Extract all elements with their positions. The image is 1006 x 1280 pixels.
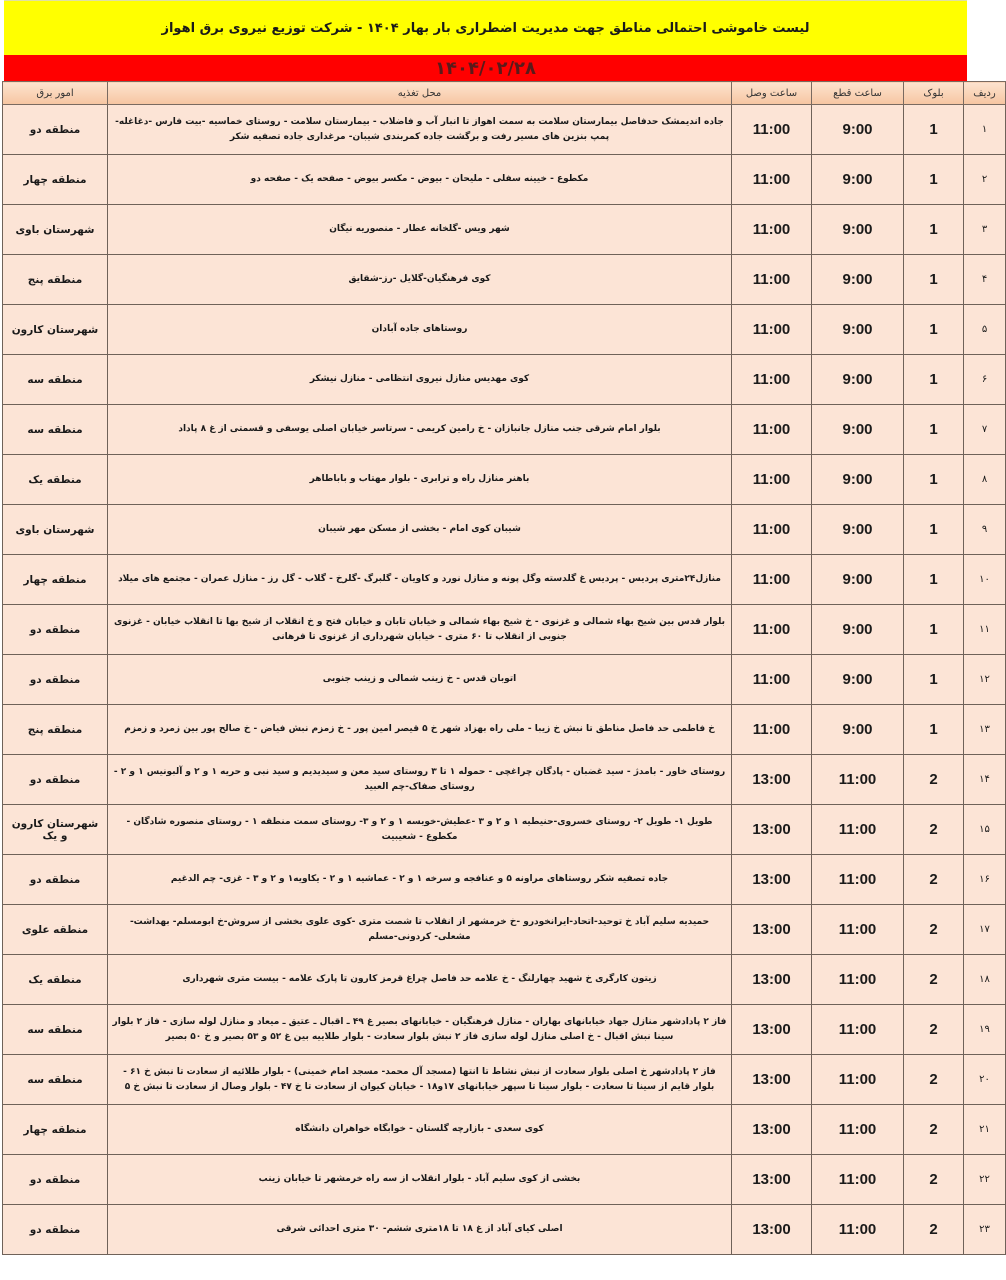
row-cut-time: 11:00 [812, 1105, 904, 1155]
row-connect-time: 13:00 [732, 805, 812, 855]
row-block: 1 [904, 705, 964, 755]
row-location: شهر ویس -گلخانه عطار - منصوریه نیگان [108, 205, 732, 255]
row-connect-time: 11:00 [732, 255, 812, 305]
row-block: 1 [904, 255, 964, 305]
row-index: ۲۱ [964, 1105, 1006, 1155]
table-row [3, 805, 1006, 855]
row-cut-time: 9:00 [812, 705, 904, 755]
row-department: منطقه چهار [3, 155, 108, 205]
row-block: 1 [904, 505, 964, 555]
table-row [3, 705, 1006, 755]
row-connect-time: 13:00 [732, 1105, 812, 1155]
row-location: باهنر منازل راه و ترابری - بلوار مهتاب و باباطاهر [108, 455, 732, 505]
table-row [3, 855, 1006, 905]
row-cut-time: 9:00 [812, 505, 904, 555]
row-department: منطقه دو [3, 605, 108, 655]
table-row [3, 605, 1006, 655]
table-row [3, 1105, 1006, 1155]
row-department: شهرستان کارون و یک [3, 805, 108, 855]
table-row [3, 1055, 1006, 1105]
row-connect-time: 11:00 [732, 105, 812, 155]
row-cut-time: 9:00 [812, 555, 904, 605]
row-location: فاز ۲ پادادشهر خ اصلی بلوار سعادت از نبش نشاط تا انتها (مسجد آل محمد- مسجد امام خمینی) - بلوار طلائیه از سعادت تا نبش خ ۶۱ - بلوار قایم از سینا تا سعادت - بلوار سینا تا سپهر خیابانهای ۱۷و۱۸ - خیابان کیوان از سعادت تا خ ۴۷ - بلوار وصال از سعادت تا نبش خ ۵ [108, 1055, 732, 1105]
row-cut-time: 11:00 [812, 1005, 904, 1055]
row-block: 2 [904, 905, 964, 955]
table-row [3, 1205, 1006, 1255]
row-index: ۱۷ [964, 905, 1006, 955]
row-connect-time: 11:00 [732, 605, 812, 655]
row-department: منطقه دو [3, 655, 108, 705]
row-cut-time: 11:00 [812, 805, 904, 855]
table-row [3, 505, 1006, 555]
row-index: ۲ [964, 155, 1006, 205]
row-connect-time: 13:00 [732, 1055, 812, 1105]
row-cut-time: 9:00 [812, 105, 904, 155]
row-department: شهرستان باوی [3, 205, 108, 255]
row-index: ۲۰ [964, 1055, 1006, 1105]
row-block: 1 [904, 305, 964, 355]
row-connect-time: 11:00 [732, 455, 812, 505]
table-row [3, 905, 1006, 955]
row-connect-time: 13:00 [732, 755, 812, 805]
table-row [3, 755, 1006, 805]
row-block: 1 [904, 655, 964, 705]
row-location: بلوار قدس بین شیخ بهاء شمالی و غزنوی - خ شیخ بهاء شمالی و خیابان تابان و خیابان فتح و خ انقلاب از شیخ بها تا انقلاب خیابان - غزنوی جنوبی از انقلاب تا ۶۰ متری - خیابان شهرداری از غزنوی تا فرهانی [108, 605, 732, 655]
row-block: 1 [904, 155, 964, 205]
row-department: شهرستان باوی [3, 505, 108, 555]
row-block: 2 [904, 1205, 964, 1255]
row-department: منطقه یک [3, 955, 108, 1005]
row-block: 2 [904, 955, 964, 1005]
header-department: امور برق [3, 82, 108, 105]
row-department: منطقه چهار [3, 1105, 108, 1155]
row-department: منطقه سه [3, 1005, 108, 1055]
row-location: کوی فرهنگیان-گلایل -رز-شقایق [108, 255, 732, 305]
row-connect-time: 11:00 [732, 205, 812, 255]
row-department: منطقه دو [3, 755, 108, 805]
row-location: مکطوع - خیینه سفلی - ملیحان - بیوض - مکسر بیوض - صفحه یک - صفحه دو [108, 155, 732, 205]
row-cut-time: 9:00 [812, 655, 904, 705]
header-block: بلوک [904, 82, 964, 105]
row-location: جاده تصفیه شکر روستاهای مراونه ۵ و عنافجه و سرخه ۱ و ۲ - عماشیه ۱ و ۲ - یکاویه۱ و ۲ و ۳ - غزی- چم الدغیم [108, 855, 732, 905]
row-department: منطقه پنج [3, 705, 108, 755]
row-connect-time: 11:00 [732, 655, 812, 705]
row-cut-time: 9:00 [812, 605, 904, 655]
row-index: ۱ [964, 105, 1006, 155]
row-department: منطقه چهار [3, 555, 108, 605]
table-header-row [3, 82, 1006, 105]
row-cut-time: 9:00 [812, 455, 904, 505]
table-row [3, 155, 1006, 205]
row-location: جاده اندیمشک حدفاصل بیمارستان سلامت به سمت اهواز تا انبار آب و فاضلاب - بیمارستان سلامت - روستای خماسیه -بیت فارس -دغاغله-پمپ بنزین های مسیر رفت و برگشت جاده کمربندی شیبان- مرغداری جاده تصفیه شکر [108, 105, 732, 155]
row-location: بخشی از کوی سلیم آباد - بلوار انقلاب از سه راه خرمشهر تا خیابان زینب [108, 1155, 732, 1205]
row-block: 2 [904, 855, 964, 905]
row-index: ۲۲ [964, 1155, 1006, 1205]
row-cut-time: 11:00 [812, 955, 904, 1005]
row-connect-time: 13:00 [732, 955, 812, 1005]
row-block: 1 [904, 405, 964, 455]
row-connect-time: 13:00 [732, 1155, 812, 1205]
row-block: 2 [904, 1155, 964, 1205]
row-block: 1 [904, 555, 964, 605]
row-index: ۴ [964, 255, 1006, 305]
row-department: منطقه یک [3, 455, 108, 505]
row-index: ۳ [964, 205, 1006, 255]
row-index: ۱۰ [964, 555, 1006, 605]
row-cut-time: 11:00 [812, 1205, 904, 1255]
row-department: منطقه دو [3, 855, 108, 905]
row-index: ۲۳ [964, 1205, 1006, 1255]
table-row [3, 355, 1006, 405]
page-title: لیست خاموشی احتمالی مناطق جهت مدیریت اضطراری بار بهار ۱۴۰۴ - شرکت توزیع نیروی برق اهواز [4, 0, 967, 55]
row-block: 1 [904, 605, 964, 655]
row-index: ۱۱ [964, 605, 1006, 655]
row-location: طویل ۱- طویل ۲- روستای خسروی-حنیطیه ۱ و ۲ و ۳ -عطیش-خویسه ۱ و ۲ و ۳- روستای سمت منطقه ۱ - روستای منصوره شادگان - مکطوع - شعیبیت [108, 805, 732, 855]
row-block: 2 [904, 1055, 964, 1105]
header-location: محل تغذیه [108, 82, 732, 105]
row-cut-time: 9:00 [812, 355, 904, 405]
row-department: شهرستان کارون [3, 305, 108, 355]
row-index: ۱۴ [964, 755, 1006, 805]
row-cut-time: 9:00 [812, 155, 904, 205]
row-connect-time: 13:00 [732, 855, 812, 905]
row-location: منازل۲۴متری پردیس - پردیس غ گلدسته وگل پونه و منازل نورد و کاویان - گلبرگ -گلرخ - گلاب - گل رز - منازل عمران - مجتمع های میلاد [108, 555, 732, 605]
row-location: فاز ۲ پادادشهر منازل جهاد خیابانهای بهاران - منازل فرهنگیان - خیابانهای بصیر غ ۴۹ ـ اقبال ـ عتیق ـ میعاد و منازل لوله سازی - فاز ۲ بلوار سینا نبش اقبال - خ اصلی منازل لوله سازی فاز ۲ نبش بلوار سعادت - بلوار طلاییه بین غ ۵۲ و ۵۳ بصیر و خ ۵۰ بصیر [108, 1005, 732, 1055]
header-cut-time: ساعت قطع [812, 82, 904, 105]
row-index: ۸ [964, 455, 1006, 505]
table-row [3, 455, 1006, 505]
row-block: 2 [904, 1105, 964, 1155]
row-department: منطقه سه [3, 405, 108, 455]
row-block: 1 [904, 455, 964, 505]
header-connect-time: ساعت وصل [732, 82, 812, 105]
row-block: 2 [904, 755, 964, 805]
row-cut-time: 9:00 [812, 405, 904, 455]
row-block: 1 [904, 205, 964, 255]
row-location: کوی مهدیس منازل نیروی انتظامی - منازل نیشکر [108, 355, 732, 405]
row-connect-time: 11:00 [732, 505, 812, 555]
row-block: 1 [904, 105, 964, 155]
row-department: منطقه پنج [3, 255, 108, 305]
row-department: منطقه سه [3, 355, 108, 405]
row-cut-time: 11:00 [812, 905, 904, 955]
row-location: روستاهای جاده آبادان [108, 305, 732, 355]
table-row [3, 1005, 1006, 1055]
row-cut-time: 11:00 [812, 1055, 904, 1105]
table-row [3, 655, 1006, 705]
schedule-date: ۱۴۰۴/۰۲/۲۸ [4, 55, 967, 81]
row-index: ۱۶ [964, 855, 1006, 905]
table-row [3, 255, 1006, 305]
row-location: زیتون کارگری خ شهید چهارلنگ - خ علامه حد فاصل چراغ قرمز کارون تا پارک علامه - بیست متری شهرداری [108, 955, 732, 1005]
table-row [3, 305, 1006, 355]
row-cut-time: 9:00 [812, 255, 904, 305]
table-row [3, 105, 1006, 155]
table-row [3, 205, 1006, 255]
row-department: منطقه سه [3, 1055, 108, 1105]
row-cut-time: 9:00 [812, 205, 904, 255]
row-index: ۱۳ [964, 705, 1006, 755]
row-connect-time: 11:00 [732, 155, 812, 205]
row-block: 1 [904, 355, 964, 405]
row-index: ۱۹ [964, 1005, 1006, 1055]
row-cut-time: 9:00 [812, 305, 904, 355]
row-connect-time: 11:00 [732, 355, 812, 405]
row-block: 2 [904, 805, 964, 855]
outage-table [2, 81, 1006, 1255]
row-location: اصلی کیای آباد از غ ۱۸ تا ۱۸متری ششم- ۳۰ متری احدائی شرقی [108, 1205, 732, 1255]
row-department: منطقه دو [3, 105, 108, 155]
row-department: منطقه دو [3, 1205, 108, 1255]
row-connect-time: 11:00 [732, 405, 812, 455]
row-department: منطقه علوی [3, 905, 108, 955]
row-location: کوی سعدی - بازارچه گلستان - خوابگاه خواهران دانشگاه [108, 1105, 732, 1155]
row-cut-time: 11:00 [812, 855, 904, 905]
row-index: ۱۲ [964, 655, 1006, 705]
row-cut-time: 11:00 [812, 1155, 904, 1205]
row-index: ۱۵ [964, 805, 1006, 855]
table-row [3, 405, 1006, 455]
row-department: منطقه دو [3, 1155, 108, 1205]
row-location: حمیدیه سلیم آباد خ توحید-اتحاد-ایرانخودرو -خ خرمشهر از انقلاب تا شصت متری -کوی علوی بخشی از سروش-خ ابومسلم- بهداشت- مشعلی- کردونی-مسلم [108, 905, 732, 955]
row-cut-time: 11:00 [812, 755, 904, 805]
row-connect-time: 13:00 [732, 905, 812, 955]
row-location: بلوار امام شرقی جنب منازل جانبازان - خ رامین کریمی - سرتاسر خیابان اصلی یوسفی و قسمتی از غ ۸ پاداد [108, 405, 732, 455]
row-index: ۹ [964, 505, 1006, 555]
header-index: ردیف [964, 82, 1006, 105]
row-location: روستای خاور - بامدژ - سید غضبان - پادگان چراغچی - حموله ۱ تا ۳ روستای سید معن و سیدیدیم و سید نبی و حریه ۱ و ۲ و آلبونیس ۱ و ۲ - روستای صفاک-چم العبید [108, 755, 732, 805]
row-location: خ فاطمی حد فاصل مناطق تا نبش خ زیبا - ملی راه بهزاد شهر خ ۵ قیصر امین پور - خ زمزم نبش فیاض - خ صالح پور بین زمرد و زمزم [108, 705, 732, 755]
table-row [3, 955, 1006, 1005]
table-row [3, 555, 1006, 605]
row-connect-time: 11:00 [732, 705, 812, 755]
row-block: 2 [904, 1005, 964, 1055]
row-connect-time: 11:00 [732, 305, 812, 355]
row-location: شیبان کوی امام - بخشی از مسکن مهر شیبان [108, 505, 732, 555]
row-index: ۶ [964, 355, 1006, 405]
row-index: ۷ [964, 405, 1006, 455]
row-connect-time: 11:00 [732, 555, 812, 605]
row-location: اتوبان قدس - خ زینب شمالی و زینب جنوبی [108, 655, 732, 705]
row-index: ۵ [964, 305, 1006, 355]
table-row [3, 1155, 1006, 1205]
row-connect-time: 13:00 [732, 1005, 812, 1055]
row-connect-time: 13:00 [732, 1205, 812, 1255]
row-index: ۱۸ [964, 955, 1006, 1005]
